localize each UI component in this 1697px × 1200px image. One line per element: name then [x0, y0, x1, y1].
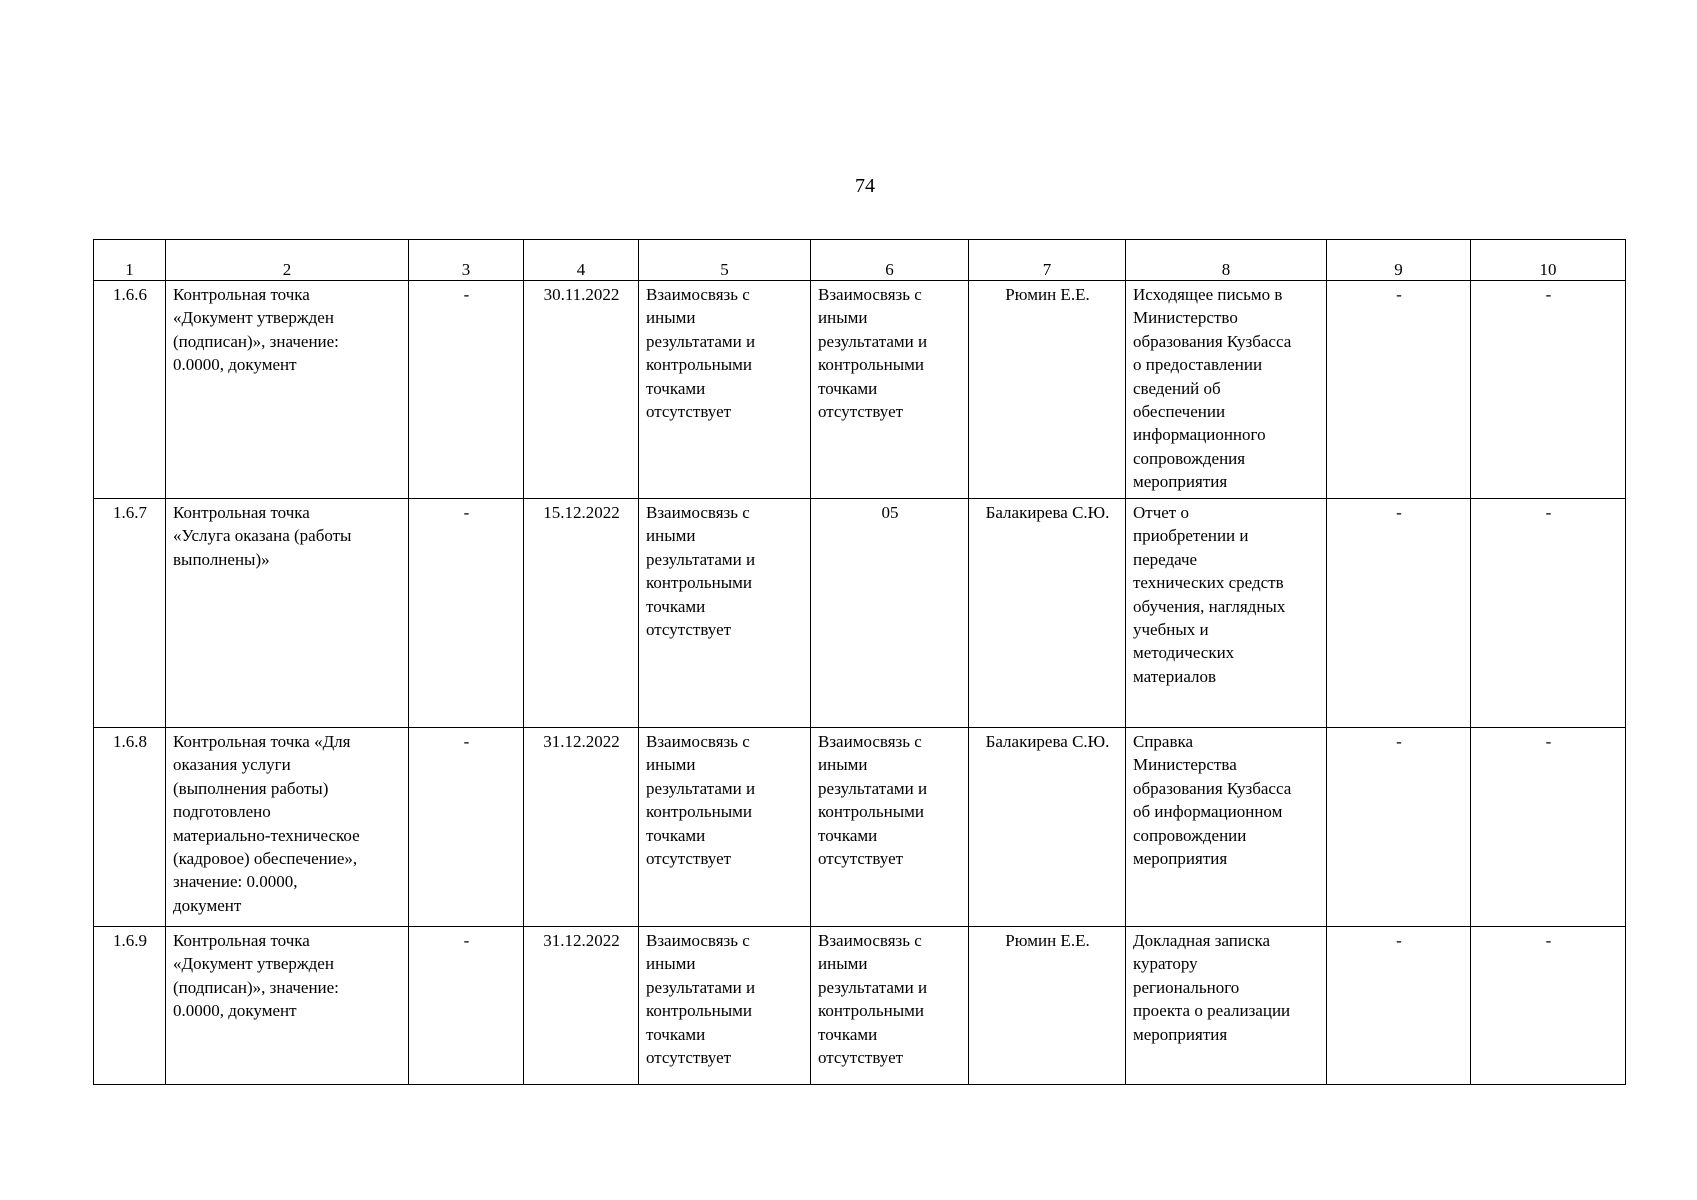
cell-col10: -	[1471, 499, 1626, 728]
control-point-name: Контрольная точка «Документ утвержден (подписан)», значение: 0.0000, документ	[166, 927, 409, 1085]
due-date: 31.12.2022	[524, 728, 639, 927]
cell-col5: Взаимосвязь с иными результатами и контрольными точками отсутствует	[639, 281, 811, 499]
column-header: 10	[1471, 240, 1626, 281]
control-point-name: Контрольная точка «Документ утвержден (подписан)», значение: 0.0000, документ	[166, 281, 409, 499]
responsible-person: Балакирева С.Ю.	[969, 499, 1126, 728]
result-document: Докладная записка куратору регионального проекта о реализации мероприятия	[1126, 927, 1327, 1085]
row-number: 1.6.9	[94, 927, 166, 1085]
column-header: 3	[409, 240, 524, 281]
cell-col6: Взаимосвязь с иными результатами и контрольными точками отсутствует	[811, 281, 969, 499]
result-document: Отчет о приобретении и передаче технических средств обучения, наглядных учебных и методических материалов	[1126, 499, 1327, 728]
column-header: 2	[166, 240, 409, 281]
table-row	[94, 281, 1626, 499]
cell-col6: Взаимосвязь с иными результатами и контрольными точками отсутствует	[811, 927, 969, 1085]
control-points-table	[93, 239, 1626, 1085]
cell-col3: -	[409, 281, 524, 499]
control-point-name: Контрольная точка «Для оказания услуги (выполнения работы) подготовлено материально-техническое (кадровое) обеспечение», значение: 0.0000, документ	[166, 728, 409, 927]
table-row	[94, 499, 1626, 728]
row-number: 1.6.7	[94, 499, 166, 728]
table-row	[94, 927, 1626, 1085]
cell-col9: -	[1327, 499, 1471, 728]
cell-col5: Взаимосвязь с иными результатами и контрольными точками отсутствует	[639, 927, 811, 1085]
cell-col9: -	[1327, 927, 1471, 1085]
cell-col5: Взаимосвязь с иными результатами и контрольными точками отсутствует	[639, 499, 811, 728]
column-header: 9	[1327, 240, 1471, 281]
responsible-person: Балакирева С.Ю.	[969, 728, 1126, 927]
table-header-row	[94, 240, 1626, 281]
row-number: 1.6.6	[94, 281, 166, 499]
responsible-person: Рюмин Е.Е.	[969, 281, 1126, 499]
column-header: 4	[524, 240, 639, 281]
page-number: 74	[855, 175, 875, 197]
cell-col3: -	[409, 927, 524, 1085]
cell-col10: -	[1471, 927, 1626, 1085]
table-row	[94, 728, 1626, 927]
cell-col10: -	[1471, 728, 1626, 927]
column-header: 8	[1126, 240, 1327, 281]
cell-col3: -	[409, 728, 524, 927]
row-number: 1.6.8	[94, 728, 166, 927]
result-document: Справка Министерства образования Кузбасса об информационном сопровождении мероприятия	[1126, 728, 1327, 927]
cell-col10: -	[1471, 281, 1626, 499]
cell-col9: -	[1327, 281, 1471, 499]
column-header: 1	[94, 240, 166, 281]
column-header: 6	[811, 240, 969, 281]
control-point-name: Контрольная точка «Услуга оказана (работы выполнены)»	[166, 499, 409, 728]
result-document: Исходящее письмо в Министерство образования Кузбасса о предоставлении сведений об обеспечении информационного сопровождения мероприятия	[1126, 281, 1327, 499]
cell-col5: Взаимосвязь с иными результатами и контрольными точками отсутствует	[639, 728, 811, 927]
due-date: 30.11.2022	[524, 281, 639, 499]
column-header: 7	[969, 240, 1126, 281]
cell-col6: Взаимосвязь с иными результатами и контрольными точками отсутствует	[811, 728, 969, 927]
cell-col3: -	[409, 499, 524, 728]
column-header: 5	[639, 240, 811, 281]
cell-col6: 05	[811, 499, 969, 728]
responsible-person: Рюмин Е.Е.	[969, 927, 1126, 1085]
due-date: 31.12.2022	[524, 927, 639, 1085]
due-date: 15.12.2022	[524, 499, 639, 728]
cell-col9: -	[1327, 728, 1471, 927]
